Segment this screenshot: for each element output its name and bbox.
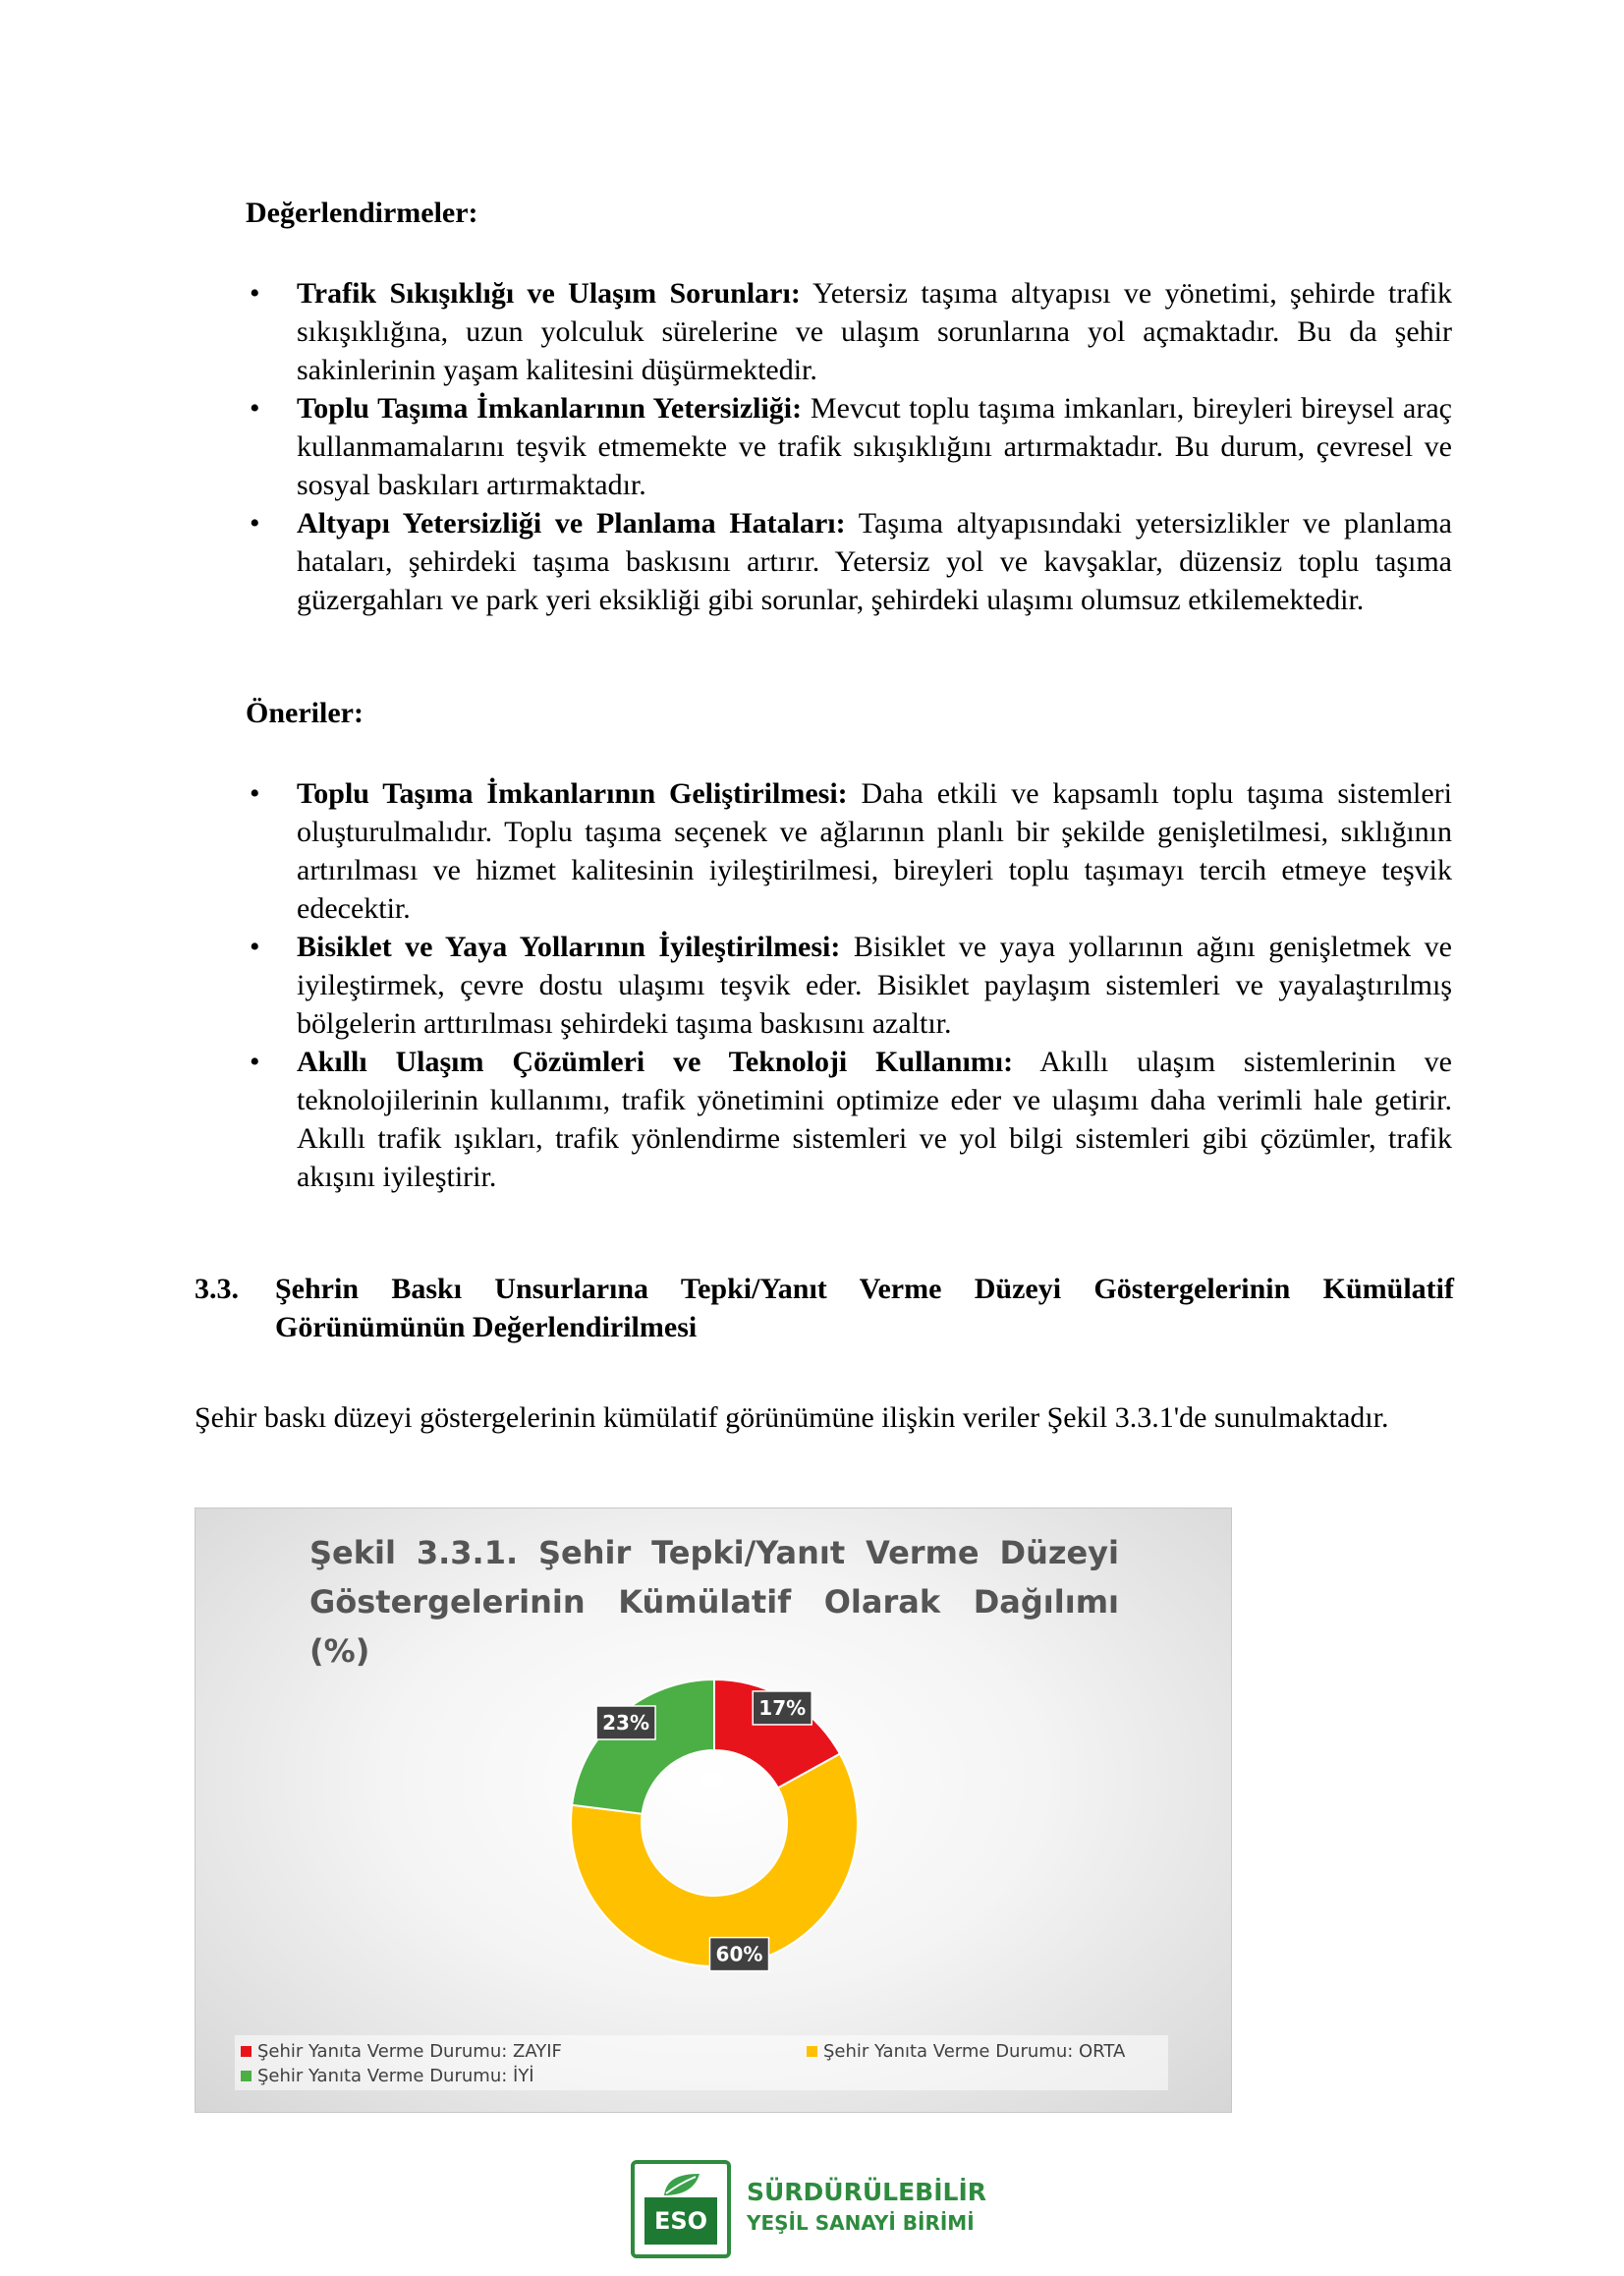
donut-chart [195, 1508, 1232, 2113]
legend-swatch [807, 2046, 817, 2057]
legend-item-orta [807, 2041, 1125, 2062]
legend-label: Şehir Yanıta Verme Durumu: İYİ [257, 2066, 534, 2086]
evaluations-list [246, 274, 1452, 619]
legend-swatch [241, 2046, 252, 2057]
data-label [753, 1691, 812, 1725]
bullet-icon: • [250, 277, 260, 310]
data-label-text: 23% [602, 1710, 649, 1735]
list-item [246, 274, 1452, 389]
list-item [246, 928, 1452, 1043]
list-item-text: Akıllı ulaşım sistemlerinin ve teknolojilerinin kullanımı, trafik yönetimini optimize eder ve ulaşımı daha verimli hale getirir. Akıllı trafik ışıkları, trafik yönlendirme sistemleri ve yol bilgi sistemleri gibi çözümler, trafik akışını iyileştirir. [297, 1046, 1452, 1193]
data-label [596, 1706, 655, 1739]
bullet-icon: • [250, 931, 260, 963]
list-item-text: Taşıma altyapısındaki yetersizlikler ve planlama hataları, şehirdeki taşıma baskısını artırır. Yetersiz yol ve kavşaklar, düzensiz toplu taşıma güzergahları ve park yeri eksikliği gibi sorunlar, şehirdeki ulaşımı olumsuz etkilemektedir. [297, 507, 1452, 616]
data-label-text: 17% [758, 1695, 807, 1720]
list-item-title: Akıllı Ulaşım Çözümleri ve Teknoloji Kullanımı: [297, 1046, 1014, 1078]
list-item [246, 774, 1452, 928]
logo-box [631, 2160, 731, 2258]
legend-label: Şehir Yanıta Verme Durumu: ORTA [823, 2041, 1126, 2062]
list-item-text: Daha etkili ve kapsamlı toplu taşıma sistemleri oluşturulmalıdır. Toplu taşıma seçenek ve ağlarının planlı bir şekilde genişletilmesi, sıklığının artırılması ve hizmet kalitesinin iyileştirilmesi, bireyleri toplu taşımayı tercih etmeye teşvik edecektir. [297, 777, 1453, 925]
suggestions-list [246, 774, 1452, 1196]
list-item-text: Bisiklet ve yaya yollarının ağını genişletmek ve iyileştirmek, çevre dostu ulaşımı teşvik eder. Bisiklet paylaşım sistemleri ve yayalaştırılmış bölgelerin arttırılması şehirdeki taşıma baskısını azaltır. [297, 931, 1452, 1040]
list-item [246, 504, 1452, 619]
donut-chart-svg [196, 1508, 1233, 2114]
list-item-title: Toplu Taşıma İmkanlarının Yetersizliği: [297, 392, 803, 425]
legend-swatch [241, 2071, 252, 2081]
donut-slice [572, 1679, 714, 1814]
section-number: 3.3. [195, 1273, 239, 1305]
list-item [246, 1043, 1452, 1196]
legend-label: Şehir Yanıta Verme Durumu: ZAYIF [257, 2041, 562, 2062]
logo-line1: SÜRDÜRÜLEBİLİR [747, 2178, 987, 2206]
section-paragraph: Şehir baskı düzeyi göstergelerinin kümülatif görünümüne ilişkin veriler Şekil 3.3.1'de sunulmaktadır. [195, 1401, 1389, 1434]
chart-legend [235, 2035, 1168, 2090]
bullet-icon: • [250, 1046, 260, 1078]
chart-title: Şekil 3.3.1. Şehir Tepki/Yanıt Verme Düzeyi Göstergelerinin Kümülatif Olarak Dağılımı (%) [309, 1534, 1119, 1670]
bullet-icon: • [250, 507, 260, 540]
list-item [246, 389, 1452, 504]
suggestions-heading: Öneriler: [246, 697, 364, 729]
list-item-title: Trafik Sıkışıklığı ve Ulaşım Sorunları: [297, 277, 801, 310]
leaf-icon [660, 2170, 703, 2199]
evaluations-heading: Değerlendirmeler: [246, 197, 478, 229]
section-title [195, 1270, 1454, 1346]
logo-eso-text: ESO [644, 2197, 717, 2245]
legend-item-zayif [241, 2041, 562, 2062]
data-label [709, 1938, 768, 1971]
list-item-title: Bisiklet ve Yaya Yollarının İyileştirilmesi: [297, 931, 841, 963]
bullet-icon: • [250, 392, 260, 425]
list-item-text: Yetersiz taşıma altyapısı ve yönetimi, şehirde trafik sıkışıklığına, uzun yolculuk sürelerine ve ulaşım sorunlarına yol açmaktadır. Bu da şehir sakinlerinin yaşam kalitesini düşürmektedir. [297, 277, 1452, 386]
list-item-title: Altyapı Yetersizliği ve Planlama Hataları: [297, 507, 846, 540]
list-item-title: Toplu Taşıma İmkanlarının Geliştirilmesi: [297, 777, 848, 810]
data-label-text: 60% [715, 1942, 763, 1966]
section-title-text: Şehrin Baskı Unsurlarına Tepki/Yanıt Verme Düzeyi Göstergelerinin Kümülatif Görünümünün Değerlendirilmesi [275, 1273, 1454, 1343]
legend-item-iyi [241, 2066, 534, 2086]
logo-line2: YEŞİL SANAYİ BİRİMİ [747, 2211, 975, 2235]
eso-logo [631, 2158, 987, 2266]
list-item-text: Mevcut toplu taşıma imkanları, bireyleri bireysel araç kullanmamalarını teşvik etmemekte ve trafik sıkışıklığını artırmaktadır. Bu durum, çevresel ve sosyal baskıları artırmaktadır. [297, 392, 1452, 501]
bullet-icon: • [250, 777, 260, 810]
